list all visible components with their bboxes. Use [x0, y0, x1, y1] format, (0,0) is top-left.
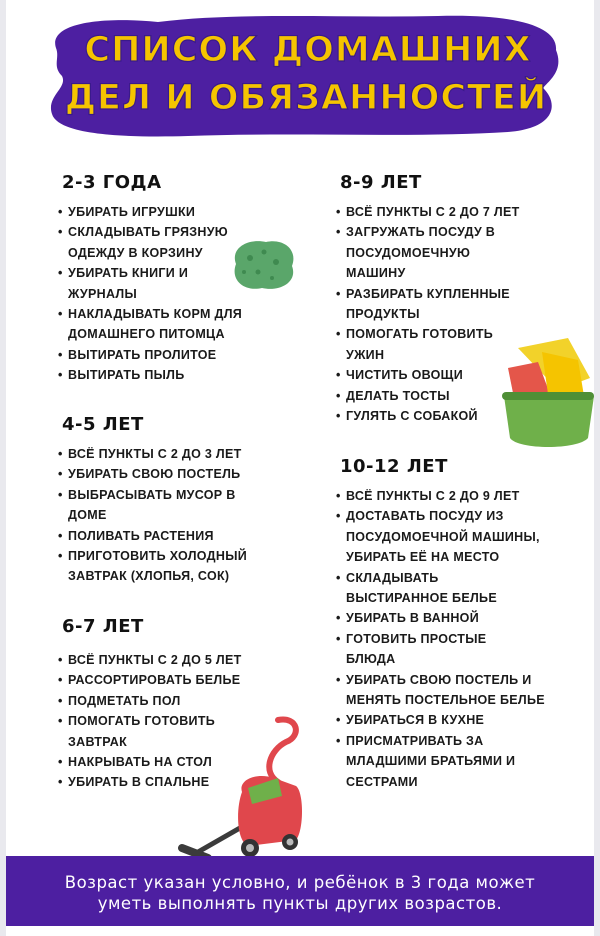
list-item: • ДОСТАВАТЬ ПОСУДУ ИЗ ПОСУДОМОЕЧНОЙ МАШИНЫ, УБИРАТЬ ЕЁ НА МЕСТО — [336, 506, 556, 567]
list-item: • УБИРАТЬ СВОЮ ПОСТЕЛЬ — [58, 464, 288, 484]
list-item: • ПОДМЕТАТЬ ПОЛ — [58, 691, 278, 711]
list-item: • ВЫБРАСЫВАТЬ МУСОР В ДОМЕ — [58, 485, 268, 526]
section-list-4-5 — [58, 444, 288, 587]
list-item: • ПОМОГАТЬ ГОТОВИТЬ УЖИН — [336, 324, 531, 365]
list-item: • УБИРАТЬ В ВАННОЙ — [336, 608, 556, 628]
section-heading-2-3: 2-3 ГОДА — [62, 172, 162, 193]
list-item: • НАКЛАДЫВАТЬ КОРМ ДЛЯ ДОМАШНЕГО ПИТОМЦА — [58, 304, 283, 345]
sponge-icon — [228, 236, 298, 292]
section-heading-10-12: 10-12 ЛЕТ — [340, 456, 448, 477]
list-item: • РАССОРТИРОВАТЬ БЕЛЬЕ — [58, 670, 278, 690]
list-item: • ВЫТИРАТЬ ПЫЛЬ — [58, 365, 278, 385]
footer-note — [6, 872, 594, 914]
section-list-10-12 — [336, 486, 556, 792]
list-item: • УБИРАТЬ В СПАЛЬНЕ — [58, 772, 278, 792]
right-edge — [594, 0, 600, 936]
list-item: • ГОТОВИТЬ ПРОСТЫЕ БЛЮДА — [336, 629, 516, 670]
title-line-1: СПИСОК ДОМАШНИХ — [84, 30, 532, 70]
footer-line-2: уметь выполнять пункты других возрастов. — [97, 894, 503, 913]
vacuum-cleaner-icon — [178, 712, 318, 862]
list-item: • ПРИГОТОВИТЬ ХОЛОДНЫЙ ЗАВТРАК (ХЛОПЬЯ, СОК) — [58, 546, 286, 587]
list-item: • ВЫТИРАТЬ ПРОЛИТОЕ — [58, 345, 278, 365]
left-edge — [0, 0, 6, 936]
section-list-2-3 — [58, 202, 278, 386]
list-item: • РАЗБИРАТЬ КУПЛЕННЫЕ ПРОДУКТЫ — [336, 284, 546, 325]
list-item: • НАКРЫВАТЬ НА СТОЛ — [58, 752, 278, 772]
list-item: • ЧИСТИТЬ ОВОЩИ — [336, 365, 546, 385]
section-heading-8-9: 8-9 ЛЕТ — [340, 172, 422, 193]
list-item: • ПОЛИВАТЬ РАСТЕНИЯ — [58, 526, 288, 546]
list-item: • ДЕЛАТЬ ТОСТЫ — [336, 386, 546, 406]
list-item: • УБИРАТЬ КНИГИ И ЖУРНАЛЫ — [58, 263, 238, 304]
list-item: • УБИРАТЬ СВОЮ ПОСТЕЛЬ И МЕНЯТЬ ПОСТЕЛЬНОЕ БЕЛЬЕ — [336, 670, 561, 711]
list-item: • СКЛАДЫВАТЬ ВЫСТИРАННОЕ БЕЛЬЕ — [336, 568, 526, 609]
list-item: • ВСЁ ПУНКТЫ С 2 ДО 9 ЛЕТ — [336, 486, 556, 506]
list-item: • УБИРАТЬСЯ В КУХНЕ — [336, 710, 556, 730]
list-item: • ПОМОГАТЬ ГОТОВИТЬ ЗАВТРАК — [58, 711, 258, 752]
section-heading-4-5: 4-5 ЛЕТ — [62, 414, 144, 435]
title-line-2: ДЕЛ И ОБЯЗАННОСТЕЙ — [64, 78, 548, 118]
list-item: • ГУЛЯТЬ С СОБАКОЙ — [336, 406, 546, 426]
footer-line-1: Возраст указан условно, и ребёнок в 3 года может — [64, 873, 536, 892]
list-item: • ЗАГРУЖАТЬ ПОСУДУ В ПОСУДОМОЕЧНУЮ МАШИНУ — [336, 222, 526, 283]
list-item: • ВСЁ ПУНКТЫ С 2 ДО 7 ЛЕТ — [336, 202, 546, 222]
list-item: • СКЛАДЫВАТЬ ГРЯЗНУЮ ОДЕЖДУ В КОРЗИНУ — [58, 222, 273, 263]
list-item: • ПРИСМАТРИВАТЬ ЗА МЛАДШИМИ БРАТЬЯМИ И СЕСТРАМИ — [336, 731, 561, 792]
list-item: • ВСЁ ПУНКТЫ С 2 ДО 3 ЛЕТ — [58, 444, 288, 464]
section-heading-6-7: 6-7 ЛЕТ — [62, 616, 144, 637]
list-item: • УБИРАТЬ ИГРУШКИ — [58, 202, 278, 222]
laundry-basket-icon — [498, 338, 594, 450]
list-item: • ВСЁ ПУНКТЫ С 2 ДО 5 ЛЕТ — [58, 650, 278, 670]
